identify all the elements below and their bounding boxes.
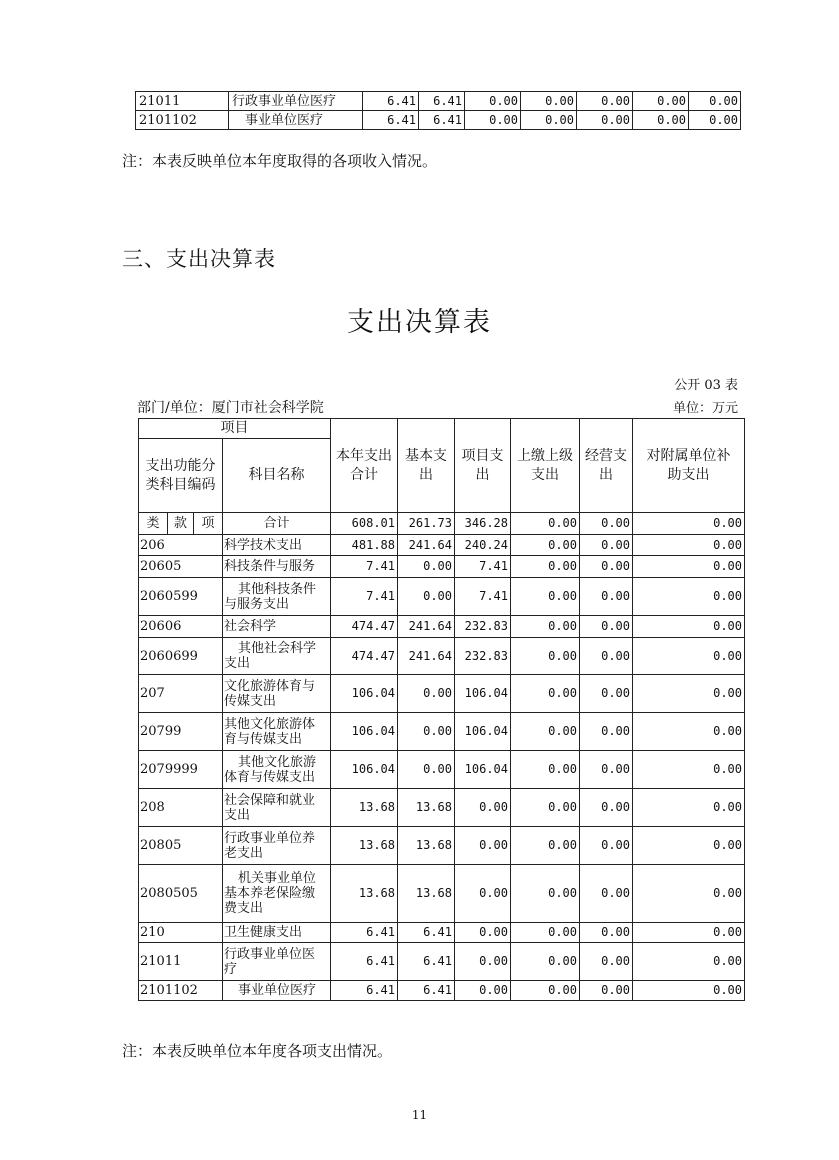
cell: 6.41 (363, 92, 419, 111)
row-code: 21011 (136, 92, 229, 111)
row-name: 文化旅游体育与传媒支出 (223, 675, 331, 713)
cell: 106.04 (455, 675, 511, 713)
cell: 0.00 (455, 865, 511, 923)
cell: 7.41 (455, 578, 511, 616)
table-row (139, 578, 745, 616)
row-name: 社会保障和就业支出 (223, 789, 331, 827)
cell: 0.00 (398, 556, 455, 578)
col-subsidy-header: 对附属单位补助支出 (633, 419, 745, 513)
cell: 0.00 (577, 111, 633, 130)
cell: 13.68 (398, 865, 455, 923)
table-row (139, 827, 745, 865)
row-code: 2060599 (139, 578, 223, 616)
row-name: 行政事业单位医疗 (223, 943, 331, 981)
cell: 0.00 (633, 981, 745, 1001)
cell: 0.00 (689, 92, 741, 111)
cell: 0.00 (398, 578, 455, 616)
cell: 240.24 (455, 535, 511, 556)
table-row (139, 981, 745, 1001)
table-row (136, 92, 741, 111)
row-code: 2060699 (139, 638, 223, 675)
cell: 0.00 (633, 923, 745, 943)
cell: 0.00 (521, 92, 577, 111)
row-code: 21011 (139, 943, 223, 981)
col-basic-header: 基本支出 (398, 419, 455, 513)
cell: 0.00 (511, 923, 580, 943)
code-header: 支出功能分类科目编码 (139, 439, 223, 513)
cell: 106.04 (455, 713, 511, 751)
cell: 0.00 (633, 943, 745, 981)
cell: 0.00 (580, 943, 633, 981)
row-name: 卫生健康支出 (223, 923, 331, 943)
col-project-header: 项目支出 (455, 419, 511, 513)
top-table (135, 91, 741, 130)
table-row (139, 638, 745, 675)
cell: 0.00 (455, 981, 511, 1001)
table-row (139, 675, 745, 713)
table-row (139, 556, 745, 578)
cell: 6.41 (398, 923, 455, 943)
total-row (139, 513, 745, 535)
cell: 0.00 (580, 713, 633, 751)
row-name: 其他文化旅游体育与传媒支出 (223, 713, 331, 751)
cell: 0.00 (633, 638, 745, 675)
cell: 13.68 (398, 827, 455, 865)
cell: 0.00 (398, 675, 455, 713)
col-business-header: 经营支出 (580, 419, 633, 513)
row-name: 其他文化旅游体育与传媒支出 (223, 751, 331, 789)
cell: 241.64 (398, 638, 455, 675)
cell: 0.00 (580, 535, 633, 556)
cell: 0.00 (511, 943, 580, 981)
row-name: 其他科技条件与服务支出 (223, 578, 331, 616)
cell: 106.04 (331, 751, 398, 789)
cell: 0.00 (511, 616, 580, 638)
cell: 0.00 (633, 535, 745, 556)
col-upper-header: 上缴上级支出 (511, 419, 580, 513)
cell: 106.04 (331, 713, 398, 751)
row-code: 20605 (139, 556, 223, 578)
table-row (139, 535, 745, 556)
row-code: 2101102 (139, 981, 223, 1001)
cell: 0.00 (580, 578, 633, 616)
cell: 0.00 (580, 638, 633, 675)
cell: 0.00 (511, 556, 580, 578)
row-code: 2079999 (139, 751, 223, 789)
cell: 608.01 (331, 513, 398, 535)
cell: 0.00 (511, 638, 580, 675)
cell: 0.00 (580, 981, 633, 1001)
row-code: 20805 (139, 827, 223, 865)
cell: 346.28 (455, 513, 511, 535)
cell: 474.47 (331, 616, 398, 638)
row-name: 科技条件与服务 (223, 556, 331, 578)
row-code: 20799 (139, 713, 223, 751)
cell: 0.00 (689, 111, 741, 130)
section-heading: 三、支出决算表 (122, 247, 276, 271)
row-name: 事业单位医疗 (229, 111, 363, 130)
cell: 0.00 (633, 92, 689, 111)
table-row (139, 751, 745, 789)
cell: 0.00 (580, 616, 633, 638)
row-name: 行政事业单位养老支出 (223, 827, 331, 865)
cell: 6.41 (363, 111, 419, 130)
cell: 0.00 (580, 751, 633, 789)
cell: 0.00 (465, 111, 521, 130)
cell: 481.88 (331, 535, 398, 556)
cell: 261.73 (398, 513, 455, 535)
cell: 7.41 (331, 578, 398, 616)
cell: 0.00 (633, 713, 745, 751)
cell: 0.00 (633, 556, 745, 578)
cell: 0.00 (580, 827, 633, 865)
row-code: 20606 (139, 616, 223, 638)
cell: 0.00 (633, 513, 745, 535)
cell: 0.00 (398, 713, 455, 751)
cell: 241.64 (398, 616, 455, 638)
row-code: 2080505 (139, 865, 223, 923)
kuan-label: 款 (168, 513, 194, 535)
cell: 6.41 (419, 111, 465, 130)
expenditure-table (138, 418, 745, 1001)
cell: 7.41 (331, 556, 398, 578)
cell: 0.00 (511, 865, 580, 923)
unit-label: 单位：万元 (672, 401, 738, 416)
cell: 232.83 (455, 616, 511, 638)
cell: 0.00 (455, 789, 511, 827)
cell: 13.68 (331, 789, 398, 827)
top-table-note: 注：本表反映单位本年度取得的各项收入情况。 (122, 152, 438, 170)
cell: 13.68 (331, 827, 398, 865)
cell: 0.00 (465, 92, 521, 111)
cell: 474.47 (331, 638, 398, 675)
cell: 6.41 (398, 943, 455, 981)
row-code: 210 (139, 923, 223, 943)
table-row (139, 713, 745, 751)
page-number: 11 (411, 1108, 428, 1122)
cell: 0.00 (511, 751, 580, 789)
cell: 0.00 (511, 713, 580, 751)
table-row (139, 865, 745, 923)
cell: 0.00 (633, 616, 745, 638)
table-row (139, 789, 745, 827)
page-title: 支出决算表 (347, 307, 492, 338)
cell: 0.00 (633, 865, 745, 923)
table-row (139, 616, 745, 638)
cell: 0.00 (511, 535, 580, 556)
cell: 0.00 (633, 675, 745, 713)
form-code: 公开 03 表 (674, 378, 738, 393)
row-name: 机关事业单位基本养老保险缴费支出 (223, 865, 331, 923)
cell: 0.00 (580, 789, 633, 827)
table-row (136, 111, 741, 130)
cell: 0.00 (580, 923, 633, 943)
row-code: 206 (139, 535, 223, 556)
row-name: 行政事业单位医疗 (229, 92, 363, 111)
cell: 6.41 (331, 923, 398, 943)
cell: 0.00 (511, 789, 580, 827)
cell: 0.00 (511, 513, 580, 535)
department-label: 部门/单位：厦门市社会科学院 (137, 400, 324, 416)
lei-label: 类 (139, 513, 168, 535)
cell: 0.00 (577, 92, 633, 111)
cell: 13.68 (398, 789, 455, 827)
table-row (139, 943, 745, 981)
cell: 0.00 (633, 578, 745, 616)
row-name: 科学技术支出 (223, 535, 331, 556)
cell: 0.00 (633, 751, 745, 789)
name-header: 科目名称 (223, 439, 331, 513)
cell: 0.00 (455, 943, 511, 981)
header-row (139, 419, 745, 439)
col-total-header: 本年支出合计 (331, 419, 398, 513)
cell: 6.41 (398, 981, 455, 1001)
cell: 106.04 (455, 751, 511, 789)
total-label: 合计 (223, 513, 331, 535)
cell: 241.64 (398, 535, 455, 556)
row-name: 其他社会科学支出 (223, 638, 331, 675)
cell: 0.00 (398, 751, 455, 789)
cell: 0.00 (580, 513, 633, 535)
cell: 0.00 (633, 827, 745, 865)
cell: 0.00 (633, 789, 745, 827)
cell: 0.00 (511, 981, 580, 1001)
row-code: 207 (139, 675, 223, 713)
row-code: 2101102 (136, 111, 229, 130)
cell: 232.83 (455, 638, 511, 675)
cell: 0.00 (455, 923, 511, 943)
cell: 6.41 (331, 943, 398, 981)
row-code: 208 (139, 789, 223, 827)
cell: 13.68 (331, 865, 398, 923)
cell: 6.41 (419, 92, 465, 111)
cell: 0.00 (580, 675, 633, 713)
cell: 0.00 (511, 827, 580, 865)
item-header: 项目 (139, 419, 331, 439)
cell: 0.00 (580, 556, 633, 578)
xiang-label: 项 (194, 513, 223, 535)
cell: 106.04 (331, 675, 398, 713)
row-name: 社会科学 (223, 616, 331, 638)
cell: 0.00 (633, 111, 689, 130)
cell: 0.00 (511, 578, 580, 616)
cell: 0.00 (511, 675, 580, 713)
cell: 0.00 (580, 865, 633, 923)
table-row (139, 923, 745, 943)
cell: 0.00 (521, 111, 577, 130)
row-name: 事业单位医疗 (223, 981, 331, 1001)
cell: 7.41 (455, 556, 511, 578)
cell: 6.41 (331, 981, 398, 1001)
table-note: 注：本表反映单位本年度各项支出情况。 (122, 1042, 393, 1060)
cell: 0.00 (455, 827, 511, 865)
